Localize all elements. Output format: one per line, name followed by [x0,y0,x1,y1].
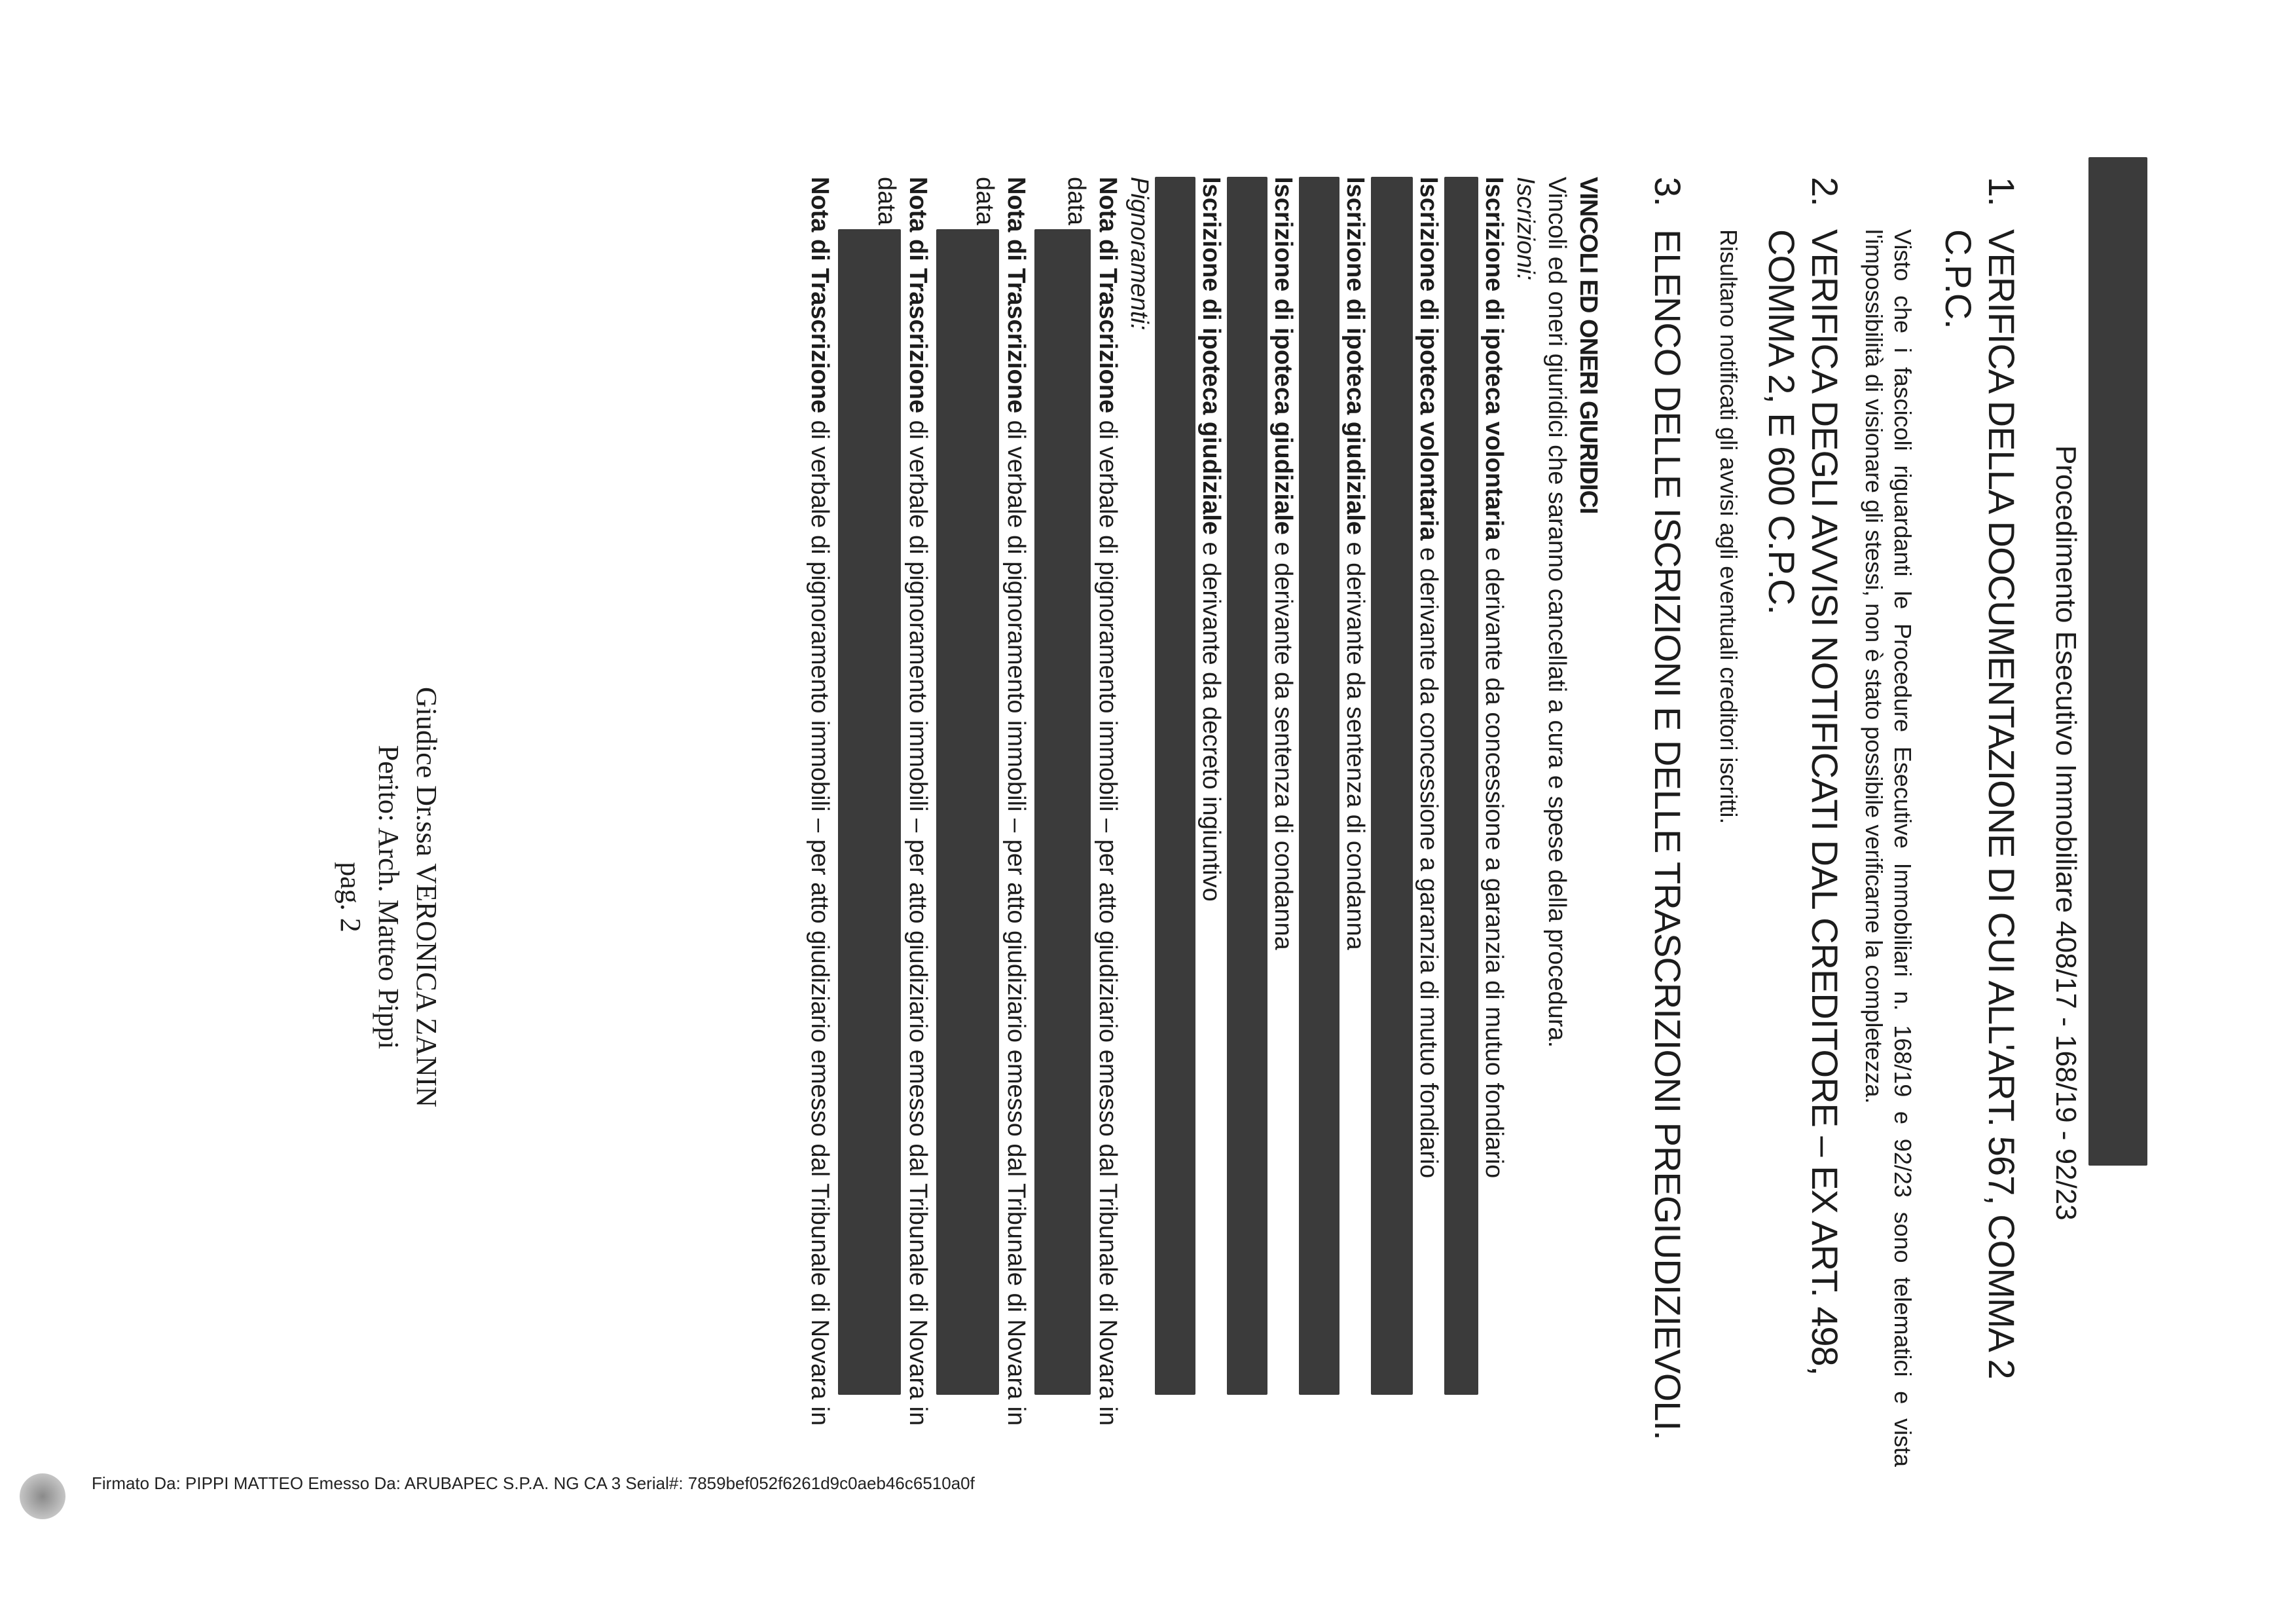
entry-text: e derivante da decreto ingiuntivo [1197,534,1225,902]
pignoramento-entry [796,177,835,1467]
section-number: 1. [1981,177,2022,206]
iscrizione-entry [1371,177,1444,1467]
judge-name: Giudice Dr.ssa VERONICA ZANIN [410,686,443,1108]
pignoramento-entry [1032,177,1123,1467]
entry-bold: Iscrizione di ipoteca giudiziale [1197,177,1225,535]
redaction-block [2088,157,2147,1166]
entry-text: di verbale di pignoramento immobili – per atto giudiziario emesso dal Tribunale di Novara in [1094,413,1121,1426]
redaction-block [1371,177,1413,1395]
pignoramento-entry [835,177,934,1467]
section-1 [1859,177,2023,1467]
section-title: VERIFICA DELLA DOCUMENTAZIONE DI CUI ALL'ART. 567, COMMA 2 C.P.C. [1938,229,2022,1379]
entry-bold: Nota di Trascrizione [1094,177,1121,414]
iscrizione-entry [1444,177,1510,1467]
redaction-block [1034,229,1091,1395]
procedure-header: Procedimento Esecutivo Immobiliare 408/17 - 168/19 - 92/23 [2050,445,2082,1221]
redaction-block [838,229,901,1395]
iscrizione-entry [1299,177,1371,1467]
entry-text: di verbale di pignoramento immobili – per atto giudiziario emesso dal Tribunale di Novara in [904,413,932,1426]
section-title: VERIFICA DEGLI AVVISI NOTIFICATI DAL CREDITORE – EX ART. 498, COMMA 2, E 600 C.P.C. [1761,229,1846,1376]
redaction-block [936,229,999,1395]
entry-bold: Nota di Trascrizione [904,177,932,414]
entry-text: di verbale di pignoramento immobili – per atto giudiziario emesso dal Tribunale di Novara in [806,413,833,1426]
entry-bold: Nota di Trascrizione [806,177,833,414]
section-number: 3. [1647,177,1688,206]
entry-bold: Iscrizione di ipoteca giudiziale [1269,177,1297,535]
entry-text: e derivante da sentenza di condanna [1269,534,1297,950]
entry-date-label: data [1063,177,1090,225]
entry-text: e derivante da sentenza di condanna [1341,534,1369,950]
iscrizioni-label: Iscrizioni: [1512,177,1539,281]
entry-text: e derivante da concessione a garanzia di mutuo fondiario [1480,540,1508,1179]
vincoli-section [796,177,1604,1467]
section-body: Visto che i fascicoli riguardanti le Procedure Esecutive Immobiliari n. 168/19 e 92/23 sono telematici e vista l'impossibilità di visionare gli stessi, non è stato possibile verificarne la completezza. [1861,229,1916,1467]
vincoli-heading: VINCOLI ED ONERI GIURIDICI [1575,177,1602,514]
footer-signature-block [331,668,445,1126]
redaction-block [1227,177,1267,1395]
pignoramenti-label: Pignoramenti: [1125,177,1153,331]
iscrizione-entry [1155,177,1227,1467]
entry-date-label: data [971,177,998,225]
entry-bold: Nota di Trascrizione [1002,177,1030,414]
entry-text: di verbale di pignoramento immobili – per atto giudiziario emesso dal Tribunale di Novara in [1002,413,1030,1426]
redaction-block [1155,177,1195,1395]
section-number: 2. [1804,177,1846,206]
digital-signature: Firmato Da: PIPPI MATTEO Emesso Da: ARUBAPEC S.P.A. NG CA 3 Serial#: 7859bef052f6261d9c0aeb46c6510a0f [92,1473,975,1493]
section-title: ELENCO DELLE ISCRIZIONI E DELLE TRASCRIZIONI PREGIUDIZIEVOLI. [1647,229,1688,1440]
redaction-block [1299,177,1339,1395]
iscrizione-entry [1227,177,1299,1467]
expert-name: Perito: Arch. Matteo Pippi [373,745,405,1050]
pignoramento-entry [934,177,1032,1467]
document-page [236,79,2082,1545]
seal-icon [20,1473,65,1519]
entry-bold: Iscrizione di ipoteca volontaria [1480,177,1508,541]
page-number: pag. 2 [335,862,367,932]
entry-text: e derivante da concessione a garanzia di mutuo fondiario [1415,540,1442,1179]
entry-date-label: data [873,177,900,225]
redaction-block [1444,177,1478,1395]
section-2 [1714,177,1846,1467]
entry-bold: Iscrizione di ipoteca volontaria [1415,177,1442,541]
section-body: Risultano notificati gli avvisi agli eventuali creditori iscritti. [1715,229,1742,824]
vincoli-intro: Vincoli ed oneri giuridici che saranno cancellati a cura e spese della procedura. [1543,177,1571,1048]
section-3 [1646,177,1689,1467]
entry-bold: Iscrizione di ipoteca giudiziale [1341,177,1369,535]
